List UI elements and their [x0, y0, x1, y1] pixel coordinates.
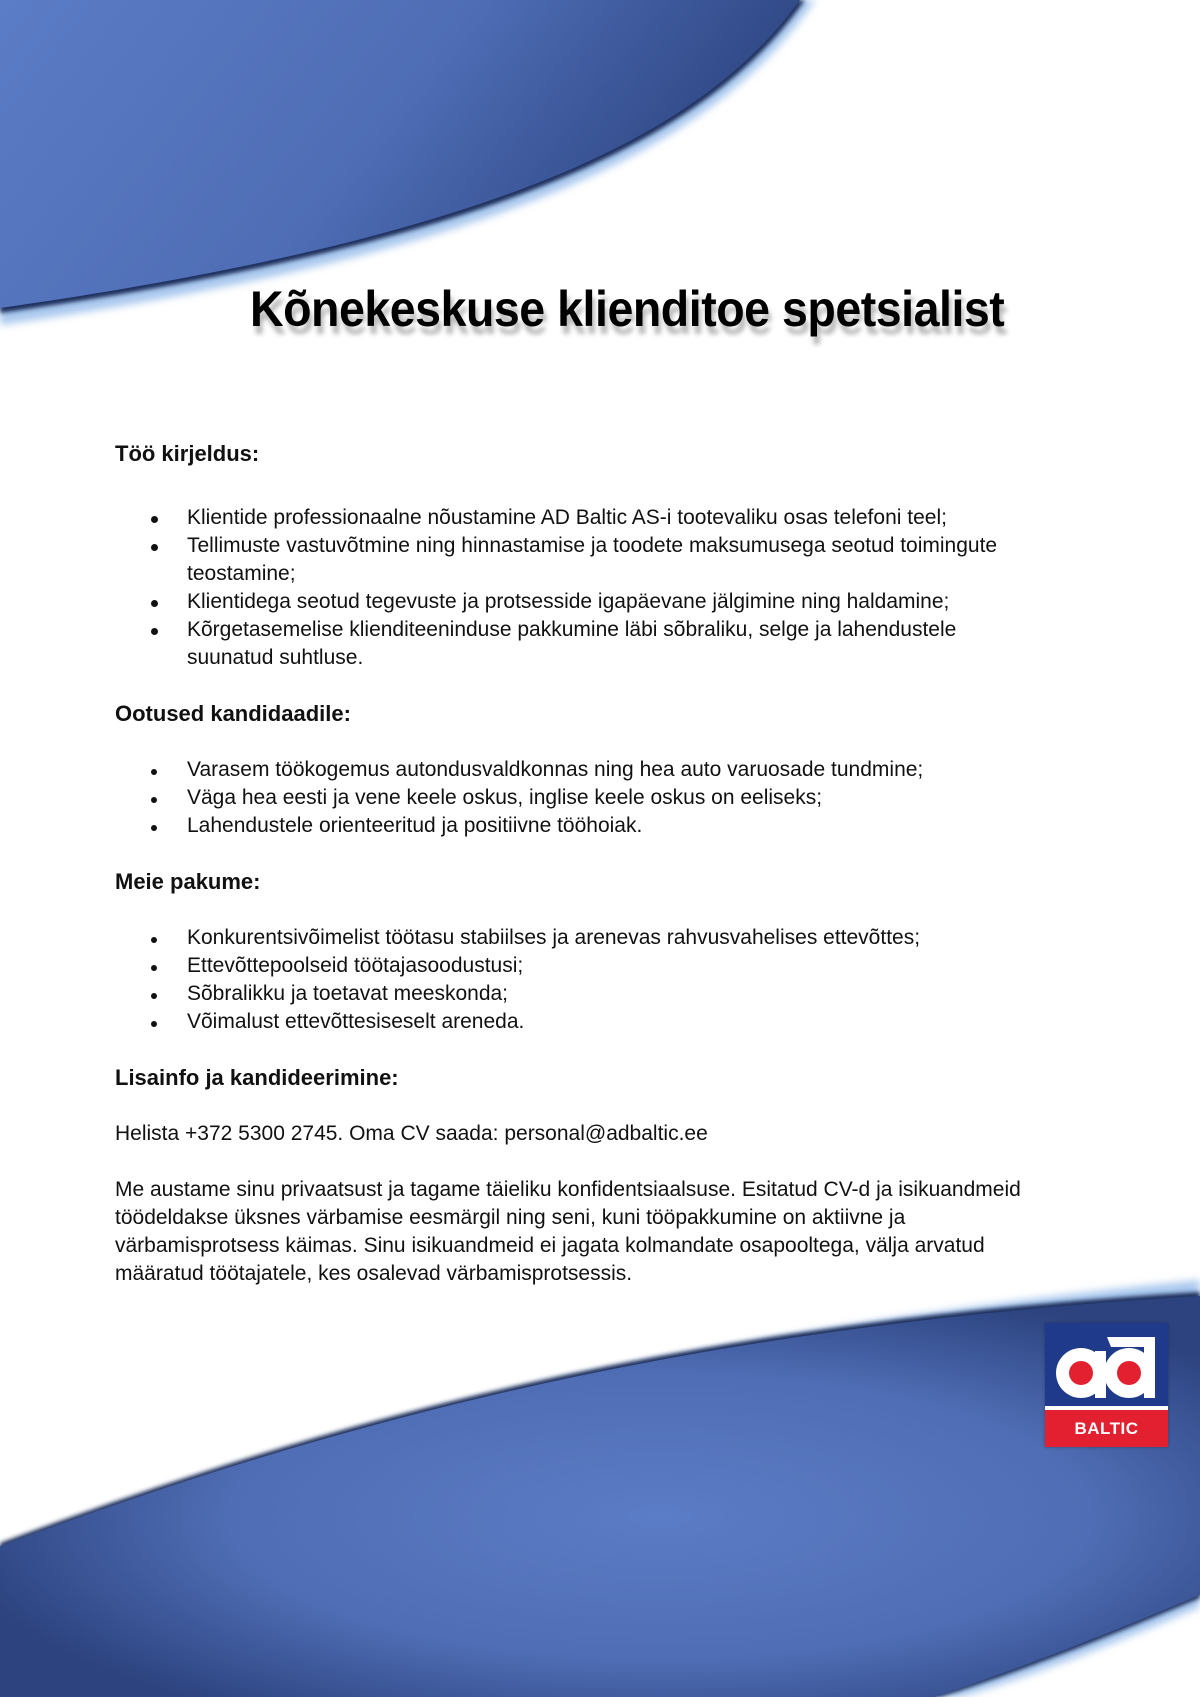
list-item: Klientidega seotud tegevuste ja protsesside igapäevane jälgimine ning haldamine; [115, 588, 1175, 616]
bullet-icon [151, 516, 158, 523]
list-item: Sõbralikku ja toetavat meeskonda; [115, 980, 1175, 1008]
expectations-list [115, 756, 1175, 840]
bullet-icon [151, 825, 157, 831]
bullet-icon [151, 1021, 157, 1027]
bullet-icon [151, 544, 158, 551]
ad-logo-icon [1045, 1323, 1168, 1406]
bullet-icon [151, 600, 158, 607]
list-item: Ettevõttepoolseid töötajasoodustusi; [115, 952, 1175, 980]
section-heading: Töö kirjeldus: [115, 441, 260, 466]
list-item: Klientide professionaalne nõustamine AD Baltic AS-i tootevaliku osas telefoni teel; [115, 504, 1175, 532]
list-item: Kõrgetasemelise klienditeeninduse pakkumine läbi sõbraliku, selge ja lahendustele suunatud suhtluse. [115, 616, 1175, 672]
job-duties-list [115, 504, 1175, 672]
document-body [115, 440, 1175, 1288]
list-item: Tellimuste vastuvõtmine ning hinnastamise ja toodete maksumusega seotud toimingute teostamine; [115, 532, 1175, 588]
section-heading: Ootused kandidaadile: [115, 701, 351, 726]
section-expectations [115, 700, 1175, 840]
ad-baltic-logo [1045, 1323, 1168, 1447]
privacy-notice: Me austame sinu privaatsust ja tagame täieliku konfidentsiaalsuse. Esitatud CV-d ja isikuandmeid töödeldakse üksnes värbamise eesmärgil ning seni, kuni tööpakkumine on aktiivne ja värbamisprotsess käimas. Sinu isikuandmeid ei jagata kolmandate osapooltega, välja arvatud määratud töötajatele, kes osalevad värbamisprotsessis. [115, 1178, 1021, 1285]
section-contact [115, 1064, 1175, 1288]
section-heading: Lisainfo ja kandideerimine: [115, 1065, 399, 1090]
bullet-icon [151, 628, 158, 635]
bullet-icon [151, 993, 157, 999]
contact-line: Helista +372 5300 2745. Oma CV saada: personal@adbaltic.ee [115, 1122, 708, 1145]
section-we-offer [115, 868, 1175, 1036]
logo-mark [1045, 1323, 1168, 1406]
logo-label: BALTIC [1045, 1410, 1168, 1447]
list-item: Lahendustele orienteeritud ja positiivne tööhoiak. [115, 812, 1175, 840]
bullet-icon [151, 797, 157, 803]
offer-list [115, 924, 1175, 1036]
list-item: Võimalust ettevõttesiseselt areneda. [115, 1008, 1175, 1036]
bullet-icon [151, 937, 157, 943]
bullet-icon [151, 965, 157, 971]
page-title: Kõnekeskuse klienditoe spetsialist [250, 281, 1005, 337]
bullet-icon [151, 769, 157, 775]
list-item: Varasem töökogemus autondusvaldkonnas ning hea auto varuosade tundmine; [115, 756, 1175, 784]
section-heading: Meie pakume: [115, 869, 261, 894]
section-job-description [115, 440, 1175, 672]
list-item: Konkurentsivõimelist töötasu stabiilses ja arenevas rahvusvahelises ettevõttes; [115, 924, 1175, 952]
list-item: Väga hea eesti ja vene keele oskus, inglise keele oskus on eeliseks; [115, 784, 1175, 812]
